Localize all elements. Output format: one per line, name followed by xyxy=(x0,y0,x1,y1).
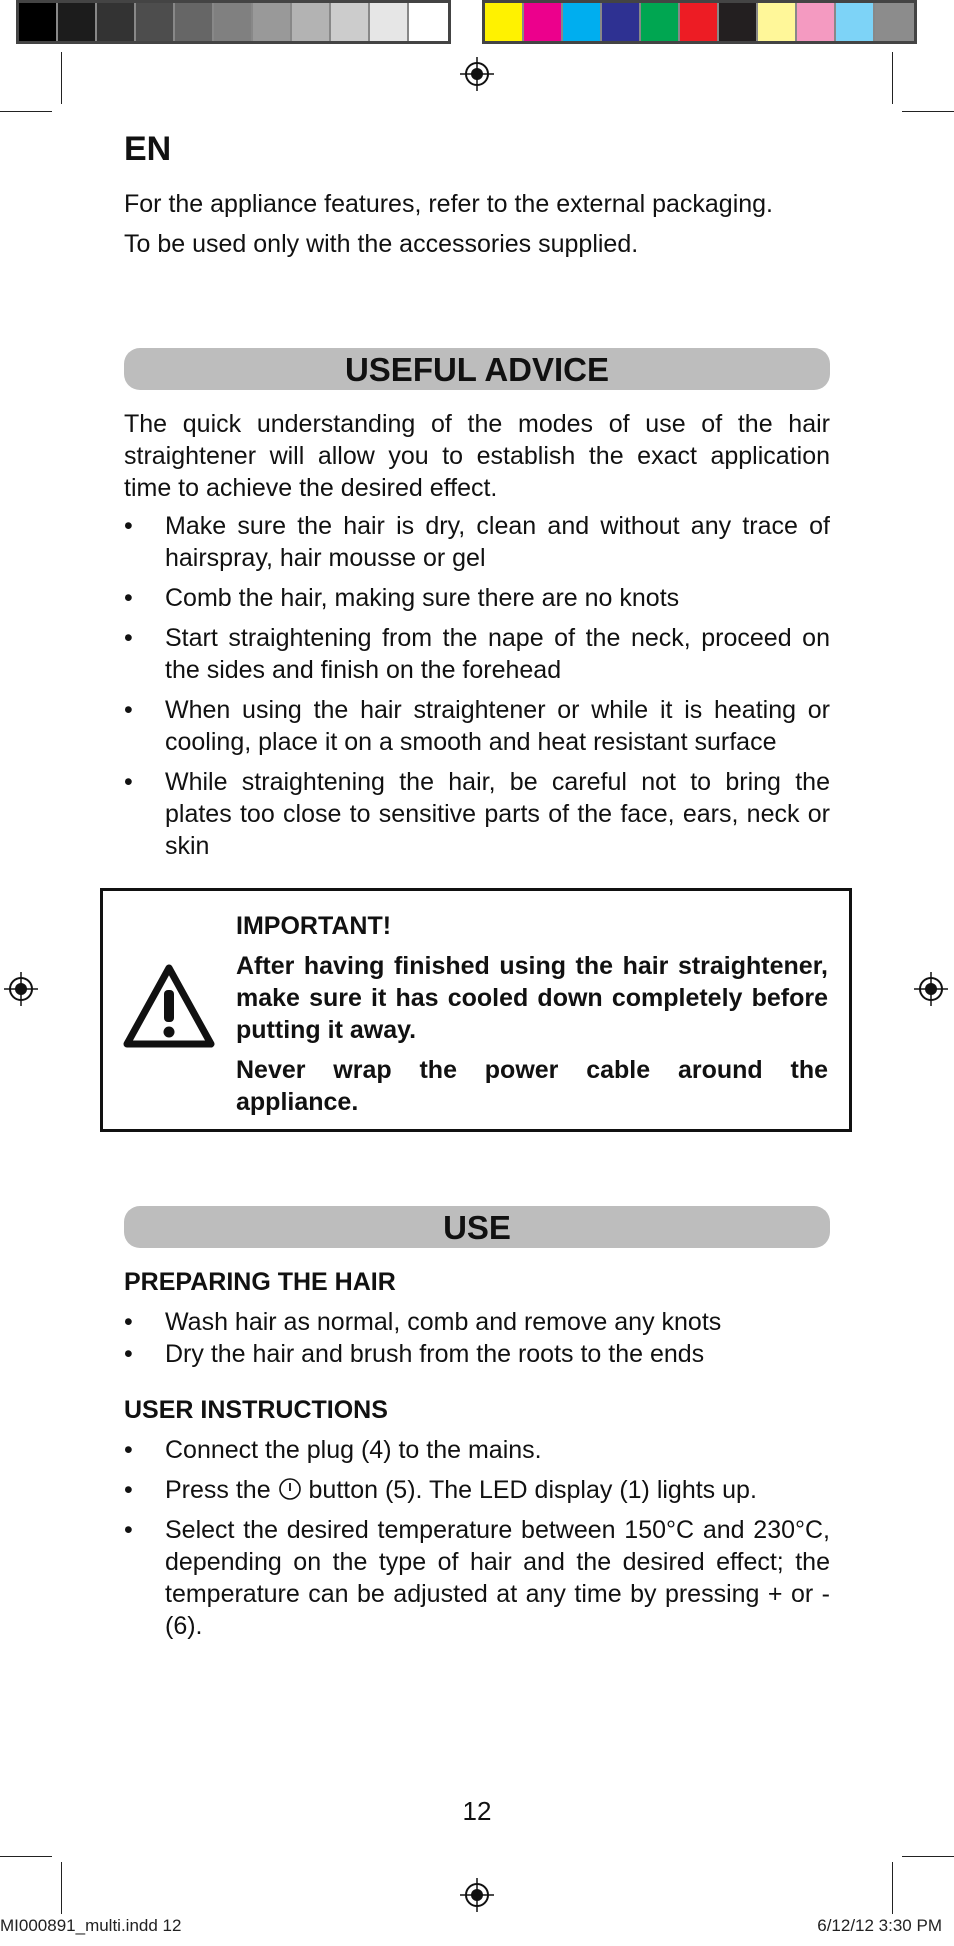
warning-triangle-icon xyxy=(122,962,216,1050)
color-swatch xyxy=(641,3,680,41)
registration-mark-icon xyxy=(4,972,38,1006)
color-swatch xyxy=(485,3,524,41)
important-text-cooling: After having finished using the hair straightener, make sure it has cooled down completely before putting it away. xyxy=(236,952,828,1044)
crop-mark xyxy=(61,1862,62,1914)
color-swatch xyxy=(680,3,719,41)
intro-line-1: For the appliance features, refer to the external packaging. xyxy=(124,190,773,218)
subheading-preparing-the-hair: PREPARING THE HAIR xyxy=(124,1268,396,1296)
list-item: • Connect the plug (4) to the mains. xyxy=(124,1434,830,1466)
list-item: • Make sure the hair is dry, clean and without any trace of hairspray, hair mousse or gel xyxy=(124,510,830,574)
instructions-list xyxy=(124,1434,830,1642)
crop-mark xyxy=(892,1862,893,1914)
subheading-user-instructions: USER INSTRUCTIONS xyxy=(124,1396,388,1424)
grayscale-calibration-bar xyxy=(16,0,451,44)
list-item: • Comb the hair, making sure there are no knots xyxy=(124,582,830,614)
list-item: • When using the hair straightener or while it is heating or cooling, place it on a smooth and heat resistant surface xyxy=(124,694,830,758)
language-heading: EN xyxy=(124,130,172,168)
list-item: • While straightening the hair, be careful not to bring the plates too close to sensitive parts of the face, ears, neck or skin xyxy=(124,766,830,862)
crop-mark xyxy=(0,111,52,112)
color-swatch xyxy=(136,3,175,41)
color-swatch xyxy=(97,3,136,41)
important-text-cable: Never wrap the power cable around the appliance. xyxy=(236,1056,828,1116)
registration-mark-icon xyxy=(460,57,494,91)
color-swatch xyxy=(524,3,563,41)
list-item: • Wash hair as normal, comb and remove any knots xyxy=(124,1306,830,1338)
color-swatch xyxy=(409,3,448,41)
color-swatch xyxy=(58,3,97,41)
preparing-list xyxy=(124,1306,830,1370)
color-swatch xyxy=(175,3,214,41)
color-swatch xyxy=(797,3,836,41)
color-swatch xyxy=(602,3,641,41)
list-item: • Start straightening from the nape of the neck, proceed on the sides and finish on the forehead xyxy=(124,622,830,686)
important-title: IMPORTANT! xyxy=(236,912,392,940)
color-swatch xyxy=(758,3,797,41)
color-swatch xyxy=(836,3,875,41)
color-swatch xyxy=(292,3,331,41)
color-swatch xyxy=(875,3,914,41)
section-title-use: USE xyxy=(124,1206,830,1248)
crop-mark xyxy=(902,1856,954,1857)
color-swatch xyxy=(719,3,758,41)
section-title-useful-advice: USEFUL ADVICE xyxy=(124,348,830,390)
list-item xyxy=(124,1474,830,1506)
registration-mark-icon xyxy=(914,972,948,1006)
power-button-icon xyxy=(278,1477,302,1501)
intro-line-2: To be used only with the accessories supplied. xyxy=(124,230,639,258)
slug-date-time: 6/12/12 3:30 PM xyxy=(817,1916,942,1935)
instruction-text-before: Press the xyxy=(165,1476,278,1504)
crop-mark xyxy=(902,111,954,112)
crop-mark xyxy=(61,52,62,104)
list-item: • Select the desired temperature between 150°C and 230°C, depending on the type of hair and the desired effect; the temperature can be adjusted at any time by pressing + or - (6). xyxy=(124,1514,830,1642)
slug-file-name: MI000891_multi.indd 12 xyxy=(0,1916,182,1935)
useful-advice-paragraph: The quick understanding of the modes of use of the hair straightener will allow you to establish the exact application time to achieve the desired effect. xyxy=(124,410,830,502)
page-number: 12 xyxy=(462,1796,492,1826)
color-swatch xyxy=(563,3,602,41)
color-swatch xyxy=(19,3,58,41)
instruction-text-after: button (5). The LED display (1) lights up. xyxy=(301,1476,757,1504)
color-calibration-bar xyxy=(482,0,917,44)
color-swatch xyxy=(214,3,253,41)
useful-advice-list xyxy=(124,510,830,862)
color-swatch xyxy=(370,3,409,41)
registration-mark-icon xyxy=(460,1878,494,1912)
crop-mark xyxy=(892,52,893,104)
list-item: • Dry the hair and brush from the roots to the ends xyxy=(124,1338,830,1370)
color-swatch xyxy=(253,3,292,41)
crop-mark xyxy=(0,1856,52,1857)
color-swatch xyxy=(331,3,370,41)
